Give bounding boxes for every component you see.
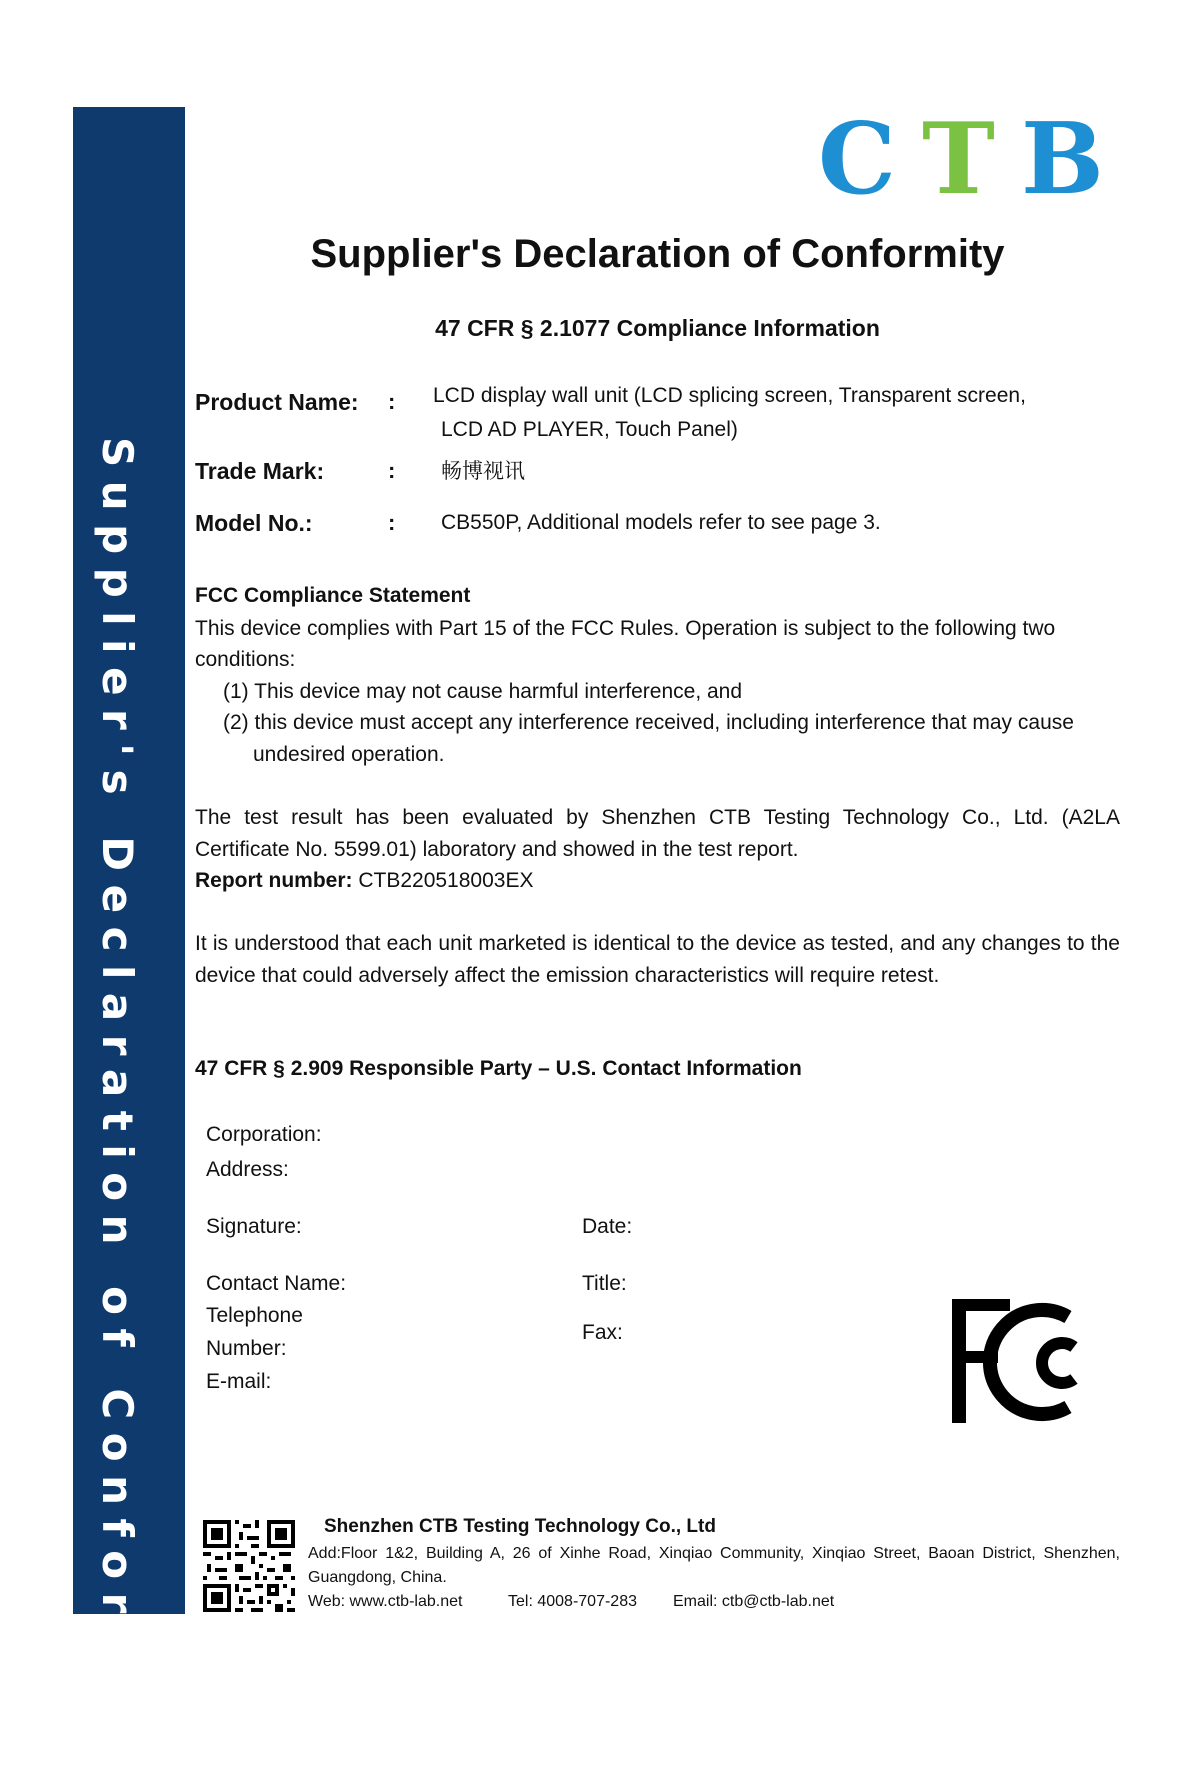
trademark-label: Trade Mark: — [195, 458, 325, 484]
fcc-intro-line1: This device complies with Part 15 of the FCC Rules. Operation is subject to the following two — [195, 617, 1056, 640]
email-label: E-mail: — [206, 1370, 272, 1393]
document-subtitle: 47 CFR § 2.1077 Compliance Information — [435, 315, 880, 341]
fcc-condition-2-line1: (2) this device must accept any interference received, including interference that may cause — [223, 711, 1074, 734]
fcc-condition-1: (1) This device may not cause harmful interference, and — [223, 680, 743, 703]
logo-letter-t: T — [922, 102, 1021, 217]
model-colon: : — [388, 510, 396, 535]
logo-letter-c: C — [818, 102, 922, 217]
model-label: Model No.: — [195, 510, 313, 536]
product-name-line1: LCD display wall unit (LCD splicing screen, Transparent screen, — [433, 384, 1026, 407]
product-name-colon: : — [388, 389, 396, 414]
retest-text: It is understood that each unit marketed is identical to the device as tested, and any changes to the device that could adversely affect the emission characteristics will require retest. — [195, 932, 1120, 987]
corporation-label: Corporation: — [206, 1123, 322, 1146]
title-label: Title: — [582, 1272, 627, 1295]
fcc-intro-line2: conditions: — [195, 648, 296, 671]
report-number-label: Report number: — [195, 869, 353, 892]
product-name-line2: LCD AD PLAYER, Touch Panel) — [441, 418, 738, 441]
footer-web: Web: www.ctb-lab.net — [308, 1593, 463, 1610]
telephone-label: Telephone — [206, 1304, 303, 1327]
contact-name-label: Contact Name: — [206, 1272, 347, 1295]
document-title: Supplier's Declaration of Conformity — [310, 232, 1005, 276]
footer-email: Email: ctb@ctb-lab.net — [673, 1593, 835, 1610]
signature-label: Signature: — [206, 1215, 302, 1238]
fcc-logo — [946, 1295, 1096, 1427]
date-label: Date: — [582, 1215, 633, 1238]
trademark-colon: : — [388, 458, 396, 483]
fax-label: Fax: — [582, 1321, 623, 1344]
logo-letter-b: B — [1020, 102, 1130, 217]
footer-tel: Tel: 4008-707-283 — [508, 1593, 637, 1610]
report-number-value: CTB220518003EX — [358, 869, 534, 892]
address-label: Address: — [206, 1158, 289, 1181]
fcc-condition-2-line2: undesired operation. — [253, 743, 445, 766]
side-banner — [73, 107, 185, 1786]
qr-code — [203, 1520, 295, 1612]
model-value: CB550P, Additional models refer to see page 3. — [441, 511, 881, 534]
telephone-number-label: Number: — [206, 1337, 287, 1360]
product-name-label: Product Name: — [195, 389, 359, 415]
responsible-heading: 47 CFR § 2.909 Responsible Party – U.S. Contact Information — [195, 1057, 802, 1080]
trademark-value: 畅博视讯 — [441, 459, 525, 483]
fcc-heading: FCC Compliance Statement — [195, 584, 471, 607]
banner-text: Supplier's Declaration of Conformity — [93, 437, 142, 1786]
ctb-logo — [818, 102, 1130, 217]
footer-address-line2: Guangdong, China. — [308, 1569, 447, 1586]
evaluation-text: The test result has been evaluated by Shenzhen CTB Testing Technology Co., Ltd. (A2LA Certificate No. 5599.01) laboratory and showed in the test report. — [195, 806, 1120, 861]
footer-address-line1: Add:Floor 1&2, Building A, 26 of Xinhe Road, Xinqiao Community, Xinqiao Street, Baoan District, Shenzhen, — [308, 1545, 1120, 1562]
footer-company: Shenzhen CTB Testing Technology Co., Ltd — [324, 1516, 716, 1537]
